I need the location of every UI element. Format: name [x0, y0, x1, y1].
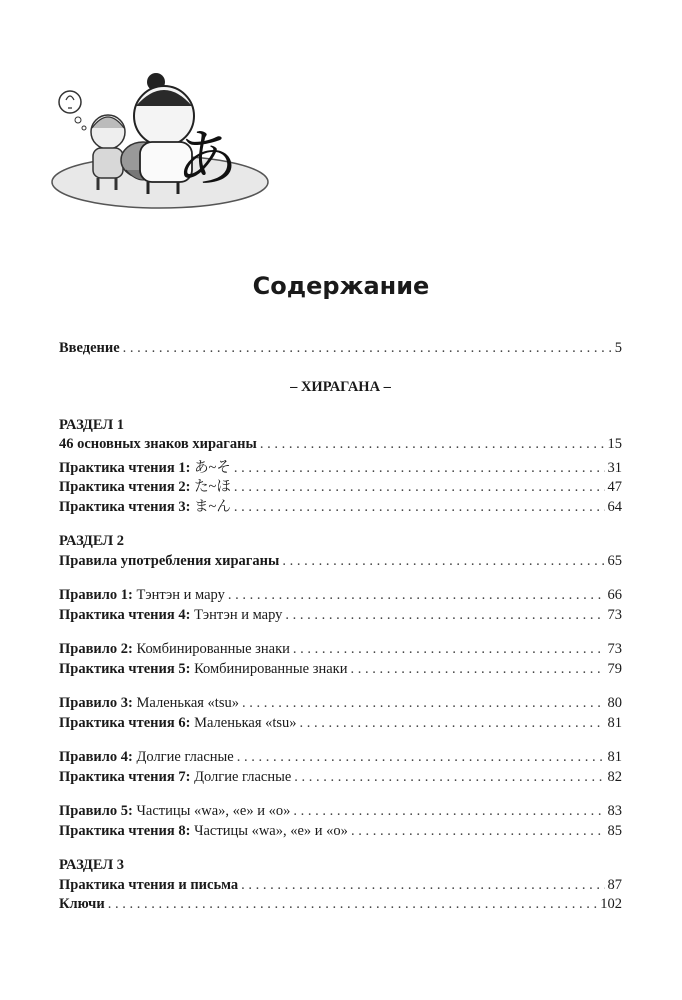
- toc-entry-label: Правило 5:: [59, 803, 133, 819]
- toc-entry[interactable]: [59, 749, 622, 769]
- toc-entry[interactable]: [59, 587, 622, 607]
- toc-entry-label: Ключи: [59, 896, 105, 912]
- toc-page-number: 65: [607, 552, 622, 569]
- toc-page-number: 15: [607, 436, 622, 452]
- dot-leader: [234, 460, 605, 477]
- toc-entry[interactable]: [59, 661, 622, 681]
- toc-page-number: 66: [607, 587, 622, 603]
- toc-entry[interactable]: [59, 456, 622, 476]
- toc-entry[interactable]: [59, 877, 622, 897]
- section-heading: РАЗДЕЛ 2: [59, 533, 125, 549]
- dot-leader: [234, 499, 605, 516]
- toc-entry-text: Маленькая «tsu»: [190, 714, 297, 731]
- toc-entry[interactable]: [59, 607, 622, 627]
- dot-leader: [300, 715, 605, 732]
- toc-entry[interactable]: [59, 715, 622, 735]
- toc-page-number: 79: [607, 660, 622, 677]
- page-title: Содержание: [252, 272, 430, 300]
- toc-entry-intro[interactable]: [59, 340, 622, 360]
- toc-page-number: 73: [607, 641, 622, 657]
- toc-entry[interactable]: [59, 436, 622, 456]
- toc-entry[interactable]: [59, 823, 622, 843]
- toc-entry-text: Долгие гласные: [190, 768, 292, 785]
- toc-page-number: 73: [607, 606, 622, 623]
- toc-entry-label: Правило 4:: [59, 749, 133, 765]
- toc-page-number: 81: [607, 749, 622, 765]
- dot-leader: [285, 607, 604, 624]
- toc-entry-label: Введение: [59, 340, 120, 356]
- toc-entry-label: 46 основных знаков хираганы: [59, 436, 257, 452]
- dot-leader: [242, 695, 605, 712]
- dot-leader: [260, 436, 605, 453]
- toc-entry[interactable]: [59, 769, 622, 789]
- toc-entry[interactable]: [59, 475, 622, 495]
- dot-leader: [234, 479, 605, 496]
- toc-entry-label: Практика чтения 7:: [59, 768, 191, 785]
- dot-leader: [241, 877, 604, 894]
- toc-entry[interactable]: [59, 495, 622, 515]
- toc-page-number: 80: [607, 695, 622, 711]
- toc-entry-text: た~ほ: [190, 479, 231, 495]
- toc-entry[interactable]: [59, 896, 622, 916]
- toc-page-number: 64: [607, 498, 622, 515]
- toc-entry-label: Практика чтения 8:: [59, 822, 191, 839]
- toc-entry[interactable]: [59, 803, 622, 823]
- toc-entry[interactable]: [59, 641, 622, 661]
- toc-entry-text: Маленькая «tsu»: [132, 695, 239, 711]
- toc-entry-label: Практика чтения и письма: [59, 876, 239, 893]
- toc-page-number: 85: [607, 822, 622, 839]
- hiragana-a-glyph: あ: [176, 122, 239, 195]
- toc-entry[interactable]: [59, 553, 622, 573]
- section-heading: РАЗДЕЛ 3: [59, 857, 125, 873]
- toc-entry-label: Практика чтения 1:: [59, 459, 191, 476]
- toc-entry-text: Частицы «wa», «e» и «o»: [132, 803, 291, 819]
- dot-leader: [282, 553, 604, 570]
- toc-entry-label: Практика чтения 6:: [59, 714, 191, 731]
- toc-entry-text: あ~そ: [190, 459, 231, 476]
- dot-leader: [237, 749, 605, 766]
- toc-entry-text: Долгие гласные: [132, 749, 234, 765]
- toc-page-number: 81: [607, 714, 622, 731]
- toc-page-number: 87: [607, 876, 622, 893]
- dot-leader: [350, 661, 604, 678]
- toc-entry-text: Частицы «wa», «e» и «o»: [190, 822, 348, 839]
- toc-entry-label: Практика чтения 2:: [59, 479, 191, 495]
- dot-leader: [351, 823, 605, 840]
- toc-entry-label: Правило 2:: [59, 641, 133, 657]
- toc-entry-label: Практика чтения 5:: [59, 660, 191, 677]
- dot-leader: [123, 340, 612, 357]
- toc-page-number: 31: [607, 459, 622, 476]
- toc-entry-text: Комбинированные знаки: [132, 641, 290, 657]
- dot-leader: [228, 587, 605, 604]
- toc-entry-text: Комбинированные знаки: [190, 660, 348, 677]
- toc-page-number: 83: [607, 803, 622, 819]
- table-of-contents: [59, 340, 622, 916]
- toc-entry-text: ま~ん: [190, 498, 231, 515]
- dot-leader: [293, 641, 605, 658]
- dot-leader: [293, 803, 604, 820]
- toc-entry-label: Правило 1:: [59, 587, 133, 603]
- toc-page-number: 47: [607, 479, 622, 495]
- toc-entry-label: Практика чтения 3:: [59, 498, 191, 515]
- dot-leader: [294, 769, 604, 786]
- toc-page-number: 5: [614, 340, 622, 356]
- dot-leader: [108, 896, 598, 913]
- toc-entry[interactable]: [59, 695, 622, 715]
- part-heading: – ХИРАГАНА –: [290, 378, 391, 395]
- toc-entry-label: Правило 3:: [59, 695, 133, 711]
- section-heading: РАЗДЕЛ 1: [59, 416, 125, 433]
- toc-entry-label: Практика чтения 4:: [59, 606, 191, 623]
- toc-entry-text: Тэнтэн и мару: [190, 606, 283, 623]
- toc-entry-label: Правила употребления хираганы: [59, 552, 280, 569]
- toc-entry-text: Тэнтэн и мару: [132, 587, 225, 603]
- character-illustration: [48, 70, 278, 220]
- toc-page-number: 82: [607, 768, 622, 785]
- toc-page-number: 102: [600, 896, 622, 912]
